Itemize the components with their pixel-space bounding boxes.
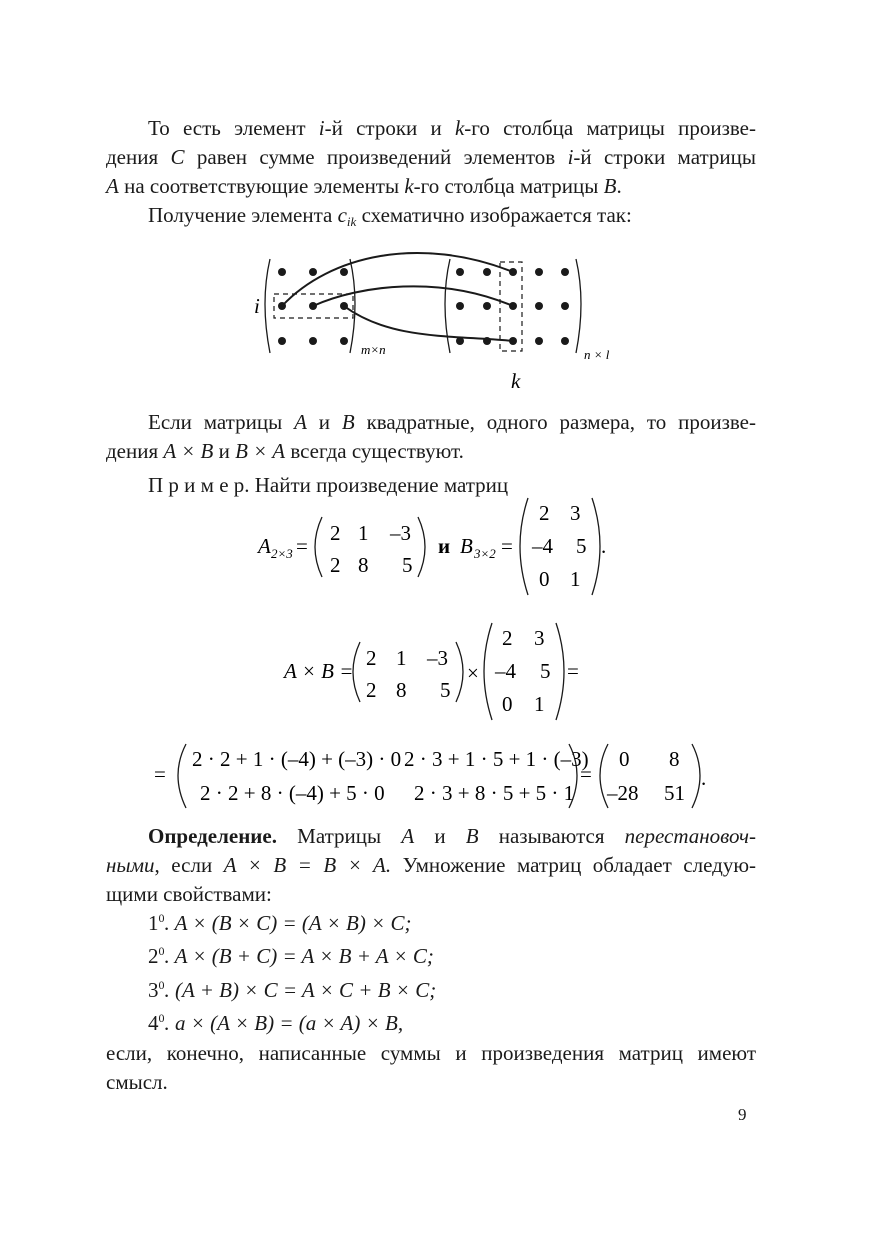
property-item: $1^0$. A × (B × C) = (A × B) × C;: [148, 911, 412, 935]
eq3-result-cell: 51: [664, 781, 685, 805]
eq2-a-right-paren: [456, 642, 463, 702]
eq3-result-cell: 0: [619, 747, 630, 771]
eq2-lhs: A × B =: [284, 659, 354, 683]
eq3-left-paren: [178, 744, 186, 808]
eq2-b-cell: 3: [534, 626, 545, 650]
eq1-conjunction: и: [438, 534, 451, 558]
eq2-a-cell: 2: [366, 678, 377, 702]
eq2-b-right-paren: [556, 623, 564, 720]
eq3-period: .: [701, 766, 707, 790]
paragraph-1-line-3: A на соответствующие элементы k-го столбца матрицы B.: [106, 174, 622, 198]
property-item: $3^0$. (A + B) × C = A × C + B × C;: [148, 978, 437, 1002]
eq3-result-cell: –28: [607, 781, 639, 805]
eq2-b-cell: –4: [495, 659, 516, 683]
eq2-a-cell: 5: [440, 678, 451, 702]
paragraph-3-line-2: дения A × B и B × A всегда существуют.: [106, 439, 464, 463]
paragraph-1-line-1: То есть элемент i-й строки и k-го столбца матрицы произве-: [148, 116, 756, 140]
connector-curve-bottom: [344, 306, 513, 341]
right-matrix-dims: n × l: [584, 347, 610, 362]
eq2-a-cell: 8: [396, 678, 407, 702]
eq1-a-cell: 8: [358, 553, 369, 577]
eq1-period: .: [601, 534, 607, 558]
connector-curve-top: [282, 253, 513, 306]
eq1-equals-2: =: [501, 534, 513, 558]
right-matrix-left-paren: [445, 259, 450, 353]
eq3-result-right-paren: [692, 744, 700, 808]
eq2-b-cell: 1: [534, 692, 545, 716]
eq1-b-cell: 5: [576, 534, 587, 558]
left-matrix-left-paren: [265, 259, 270, 353]
left-matrix-dims: m×n: [361, 342, 386, 357]
eq1-b-cell: 1: [570, 567, 581, 591]
eq1-a-cell: –3: [390, 521, 411, 545]
eq3-equals-2: =: [580, 762, 592, 786]
eq2-equals: =: [567, 659, 579, 683]
eq1-b-cell: 0: [539, 567, 550, 591]
eq1-a-cell: 5: [402, 553, 413, 577]
eq2-b-cell: 2: [502, 626, 513, 650]
definition-line-1: Определение. Матрицы A и B называются перестановоч-: [148, 824, 756, 848]
eq3-cell: 2 · 2 + 8 · (–4) + 5 · 0: [200, 781, 385, 805]
eq1-a-left-paren: [315, 517, 322, 577]
eq1-b-left-paren: [520, 498, 528, 595]
eq2-b-cell: 0: [502, 692, 513, 716]
right-matrix-right-paren: [576, 259, 581, 353]
eq2-b-cell: 5: [540, 659, 551, 683]
eq1-matrix-a-name: A: [258, 534, 271, 558]
eq1-equals: =: [296, 534, 308, 558]
paragraph-2: Получение элемента $c_{ik}$ схематично изображается так:: [148, 203, 632, 229]
paragraph-1-line-2: дения C равен сумме произведений элементов i-й строки матрицы: [106, 145, 756, 169]
eq1-matrix-a-sub: 2×3: [271, 546, 293, 561]
property-item: $4^0$. a × (A × B) = (a × A) × B,: [148, 1011, 404, 1035]
eq1-b-cell: 3: [570, 501, 581, 525]
eq3-cell: 2 · 3 + 8 · 5 + 5 · 1: [414, 781, 575, 805]
eq1-matrix-b-sub: 3×2: [474, 546, 496, 561]
equation-matrices-definition: [250, 495, 630, 600]
eq2-a-cell: 1: [396, 646, 407, 670]
eq1-b-cell: –4: [532, 534, 553, 558]
paragraph-3-line-1: Если матрицы A и B квадратные, одного размера, то произве-: [148, 410, 756, 434]
equation-product-result: [148, 738, 723, 818]
eq3-result-cell: 8: [669, 747, 680, 771]
row-label: i: [254, 294, 260, 318]
eq2-a-cell: 2: [366, 646, 377, 670]
eq2-a-cell: –3: [427, 646, 448, 670]
example-heading: П р и м е р. Найти произведение матриц: [148, 473, 509, 497]
equation-product-setup: [280, 620, 600, 725]
eq1-a-cell: 2: [330, 521, 341, 545]
eq1-matrix-b-name: B: [460, 534, 473, 558]
definition-line-2: ными, если A × B = B × A. Умножение матриц обладает следую-: [106, 853, 756, 877]
property-item: $2^0$. A × (B + C) = A × B + A × C;: [148, 944, 434, 968]
eq3-cell: 2 · 2 + 1 · (–4) + (–3) · 0: [192, 747, 402, 771]
page-number: 9: [738, 1105, 747, 1124]
left-matrix-dots: [278, 268, 348, 345]
closing-line-1: если, конечно, написанные суммы и произведения матриц имеют: [106, 1041, 756, 1065]
eq2-a-left-paren: [353, 642, 360, 702]
eq1-b-right-paren: [592, 498, 600, 595]
eq1-a-cell: 2: [330, 553, 341, 577]
eq2-b-left-paren: [484, 623, 492, 720]
definition-line-3: щими свойствами:: [106, 882, 272, 906]
matrix-multiplication-scheme: [240, 245, 640, 400]
closing-line-2: смысл.: [106, 1070, 168, 1094]
eq3-equals: =: [154, 762, 166, 786]
column-label: k: [511, 369, 521, 393]
eq3-cell: 2 · 3 + 1 · 5 + 1 · (–3): [404, 747, 589, 771]
eq1-a-right-paren: [418, 517, 425, 577]
eq1-a-cell: 1: [358, 521, 369, 545]
eq2-times: ×: [467, 661, 479, 685]
eq1-b-cell: 2: [539, 501, 550, 525]
